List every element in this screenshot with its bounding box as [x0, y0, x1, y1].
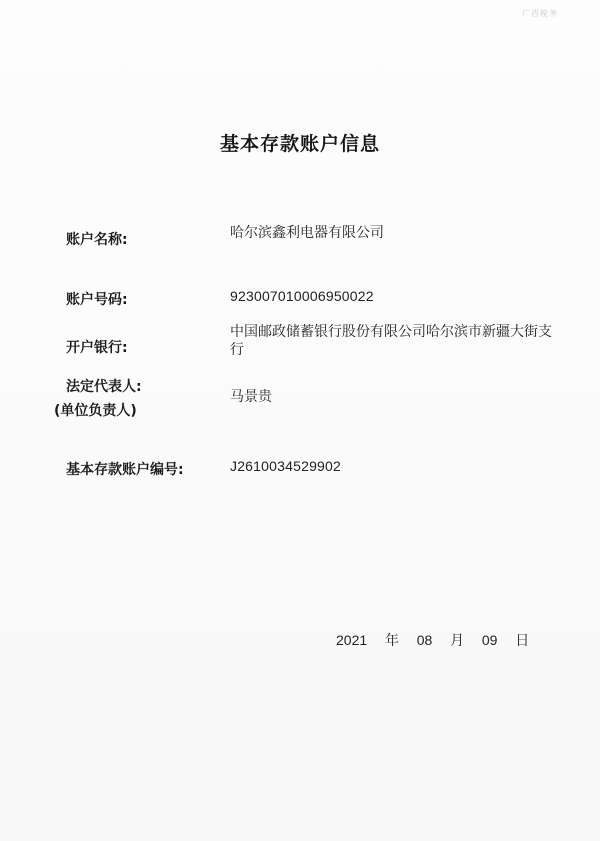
legal-rep-label: 法定代表人: — [66, 379, 142, 395]
date-month-unit: 月 — [450, 632, 465, 648]
issue-date — [336, 630, 529, 650]
date-month: 08 — [416, 632, 433, 648]
account-name-label: 账户名称: — [66, 232, 128, 248]
date-day: 09 — [481, 632, 498, 648]
legal-rep-value: 马景贵 — [230, 389, 272, 405]
basic-account-no-label: 基本存款账户编号: — [66, 462, 184, 478]
basic-account-no-value: J2610034529902 — [230, 458, 342, 474]
legal-rep-sublabel: (单位负责人) — [54, 403, 137, 419]
page-title: 基本存款账户信息 — [219, 133, 380, 155]
date-year: 2021 — [336, 632, 368, 648]
bank-label: 开户银行: — [66, 340, 128, 356]
date-day-unit: 日 — [515, 632, 530, 648]
bank-value: 中国邮政储蓄银行股份有限公司哈尔滨市新疆大街支行 — [230, 324, 552, 358]
account-number-value: 923007010006950022 — [230, 288, 374, 304]
account-number-label: 账户号码: — [66, 292, 128, 308]
date-year-unit: 年 — [384, 632, 399, 648]
account-name-value: 哈尔滨鑫利电器有限公司 — [230, 225, 384, 241]
corner-stamp-mark: 广西税务 — [522, 9, 558, 18]
